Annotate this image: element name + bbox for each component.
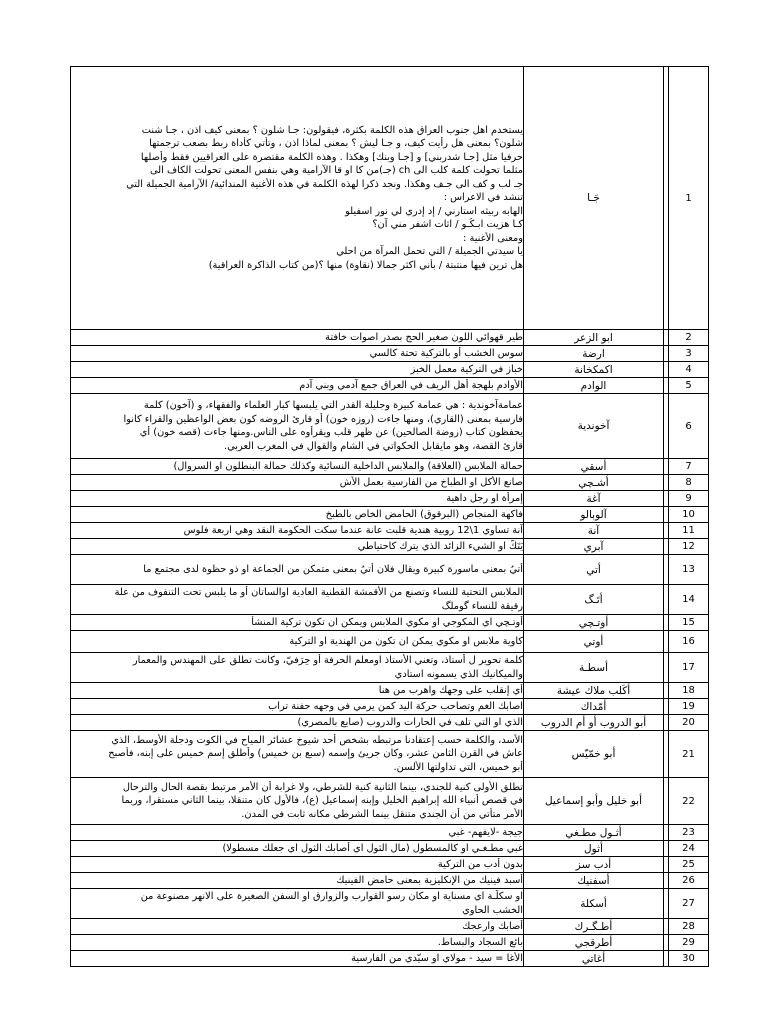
table-row: [71, 715, 709, 731]
definition-cell: [71, 699, 524, 715]
word-cell: أطـگـرك: [524, 919, 664, 935]
table-row: [71, 699, 709, 715]
word-cell: اكمكخانة: [524, 362, 664, 378]
definition-line: أتيُ بمعنى ماسورة كبيرة ويقال فلان أتيُ بمعنى متمكن من الجماعة او ذو حظوة لدى مجتمع ما: [143, 563, 523, 575]
row-number-cell: 14: [669, 585, 709, 615]
definition-cell: [71, 631, 524, 653]
definition-cell: [71, 507, 524, 523]
word-cell: جَـا: [524, 67, 664, 330]
definition-line: الأوادم بلهجة أهل الريف في العراق جمع آدمي وبني آدم: [299, 379, 523, 391]
table-row: [71, 585, 709, 615]
definition-line: كاوية ملابس او مكوي يمكن ان تكون من الهندية او التركية: [289, 635, 523, 647]
definition-line: اصابك الغم وتصاحب حركة اليد كمن يرمي في وجهه حفنة تراب: [268, 700, 523, 712]
definition-line: هل ترين فيها منتبتة / بأني اكثر جمالا (نقاوة) منها ؟(من كتاب الذاكرة العراقية): [208, 259, 523, 271]
definition-line: بدون أدب من التركية: [437, 858, 523, 870]
table-row: [71, 935, 709, 951]
definition-line: تطلق الأولى كنية للجندي، بينما الثانية كنية للشرطي، ولا غرابة أن الأمر مرتبط بقصة الحال والترحال: [122, 781, 523, 793]
word-cell: أتَـگ: [524, 585, 664, 615]
definition-cell: [71, 330, 524, 346]
word-cell: أسقي: [524, 459, 664, 475]
table-row: [71, 378, 709, 394]
table-row: [71, 523, 709, 539]
row-number-cell: 11: [669, 523, 709, 539]
definition-line: أبو خميس، التي تداولتها الألسن.: [393, 761, 523, 773]
row-number-cell: 7: [669, 459, 709, 475]
definition-line: مثلما تحولت كلمة كلب الى ch (جـ)من كا او قا الآرامية وهي بنفس المعنى تحولت الكاف الى: [150, 165, 523, 177]
row-number-cell: 21: [669, 731, 709, 778]
definition-line: بائع السجاد والبساط.: [437, 936, 523, 948]
word-cell: أسكلة: [524, 889, 664, 919]
word-cell: أثول: [524, 841, 664, 857]
row-number-cell: 28: [669, 919, 709, 935]
word-cell: أثـول مطـغي: [524, 825, 664, 841]
row-number-cell: 5: [669, 378, 709, 394]
row-number-cell: 2: [669, 330, 709, 346]
row-number-cell: 24: [669, 841, 709, 857]
word-cell: أدب سز: [524, 857, 664, 873]
definition-cell: [71, 935, 524, 951]
word-cell: آخوندية: [524, 394, 664, 459]
definition-line: جيجة -لايفهم- غبي: [448, 826, 523, 838]
row-number-cell: 25: [669, 857, 709, 873]
definition-cell: [71, 585, 524, 615]
word-cell: ارضة: [524, 346, 664, 362]
row-number-cell: 26: [669, 873, 709, 889]
definition-line: أسبد فينيك من الإنكليزية بمعنى حامض الفينيك: [336, 874, 523, 886]
table-row: [71, 394, 709, 459]
table-row: [71, 919, 709, 935]
definition-line: الذي او التي تلف في الحارات والدروب (صايع بالمصري): [297, 716, 523, 728]
definition-cell: [71, 951, 524, 967]
word-cell: أسطـة: [524, 653, 664, 683]
table-row: [71, 362, 709, 378]
definition-line: الهابه ربيثه استارني / إد إدري لي نور اسفيلو: [345, 205, 523, 217]
definition-cell: [71, 523, 524, 539]
definition-line: ومعنى الأغنية :: [463, 232, 523, 244]
definition-line: عمامةآخوندية : هي عمامة كبيرة وجليلة القدر التي يلبسها كبار العلماء والفقهاء، و (آخون) كلمة: [143, 400, 523, 411]
table-row: [71, 778, 709, 825]
definition-cell: [71, 491, 524, 507]
table-row: [71, 615, 709, 631]
definition-line: تنشد في الاعراس :: [443, 192, 523, 204]
row-number-cell: 13: [669, 555, 709, 585]
definition-cell: [71, 873, 524, 889]
definition-line: حمالة الملابس (العلاقة) والملابس الداخلية النسائية وكذلك حمالة البنطلون او السروال): [173, 460, 523, 472]
definition-cell: [71, 378, 524, 394]
row-number-cell: 1: [669, 67, 709, 330]
definition-line: الأغا = سيد - مولاي او سيّدي من الفارسية: [351, 952, 523, 964]
table-row: [71, 631, 709, 653]
row-number-cell: 4: [669, 362, 709, 378]
row-number-cell: 27: [669, 889, 709, 919]
word-cell: آبري: [524, 539, 664, 555]
definition-line: طير قهوائي اللون صغير الحج بصدر اصوات خافتة: [325, 331, 523, 343]
definition-cell: [71, 683, 524, 699]
word-cell: أتي: [524, 555, 664, 585]
word-cell: أوتـچي: [524, 615, 664, 631]
definition-cell: [71, 889, 524, 919]
definition-cell: [71, 615, 524, 631]
definition-line: في قصص أنبياء الله إبراهيم الخليل وإبنه إسماعيل (ع)، فالأول كان متنقلا، بينما الثاني مستقرا، وربما: [121, 795, 523, 807]
definition-cell: [71, 555, 524, 585]
table-row: [71, 555, 709, 585]
table-row: [71, 857, 709, 873]
word-cell: أمّداك: [524, 699, 664, 715]
row-number-cell: 12: [669, 539, 709, 555]
word-cell: آغة: [524, 491, 664, 507]
definition-cell: [71, 394, 524, 459]
word-cell: آلوبالو: [524, 507, 664, 523]
definition-line: يحفظون كتاب (روضة الصالحين) عن ظهر قلب ويقرأوه على الناس.ومنها جاءت (قصه خون) أي: [139, 427, 523, 438]
glossary-table: [70, 66, 709, 967]
row-number-cell: 29: [669, 935, 709, 951]
word-cell: آنة: [524, 523, 664, 539]
row-number-cell: 9: [669, 491, 709, 507]
definition-cell: [71, 67, 524, 330]
definition-line: عاش في القرن الثامن عشر، وكان جريئ وإسمه (سبع بن خميس) وأطلق إسم خميس على إبنه، فأصبح: [108, 748, 523, 760]
definition-line: آنة تساوي 1\12 روبية هندية قلبت عانة عندما سكت الحكومة النقد وهي اربعة فلوس: [183, 524, 523, 536]
table-row: [71, 731, 709, 778]
definition-cell: [71, 841, 524, 857]
table-row: [71, 825, 709, 841]
definition-line: يَتَكَّ او الشيء الزائد الذي يترك كاحتياطي: [357, 540, 523, 552]
definition-cell: [71, 825, 524, 841]
row-number-cell: 16: [669, 631, 709, 653]
definition-cell: [71, 731, 524, 778]
definition-line: صانع الأكل او الطباخ من الفارسية بعمل الأش: [339, 476, 523, 488]
word-cell: أبو الدروب أو أم الدروب: [524, 715, 664, 731]
row-number-cell: 23: [669, 825, 709, 841]
word-cell: أغاتي: [524, 951, 664, 967]
word-cell: أسفنيك: [524, 873, 664, 889]
table-row: [71, 841, 709, 857]
table-row: [71, 459, 709, 475]
definition-line: شلون؟ بمعنى هل رأيت كيف، و جـا ليش ؟ بمعنى لماذا اذن ، وتأتي كأداة ربط بصعب ترجمتها: [149, 138, 523, 150]
definition-line: أي إنقلب على وجهك واهرب من هنا: [378, 684, 523, 696]
definition-line: فاكهة المنجاص (البرقوق) الحامض الخاص بالطبخ: [325, 508, 523, 520]
definition-cell: [71, 715, 524, 731]
word-cell: أشـچي: [524, 475, 664, 491]
definition-line: يا سيدتي الجميلة / التي تحمل المرآة من احلي: [336, 246, 523, 258]
glossary-body: [71, 67, 709, 967]
table-row: [71, 889, 709, 919]
word-cell: ابو الزعر: [524, 330, 664, 346]
definition-cell: [71, 362, 524, 378]
row-number-cell: 30: [669, 951, 709, 967]
table-row: [71, 951, 709, 967]
table-row: [71, 539, 709, 555]
row-number-cell: 15: [669, 615, 709, 631]
row-number-cell: 19: [669, 699, 709, 715]
word-cell: أكَلب ملاك عيشة: [524, 683, 664, 699]
table-row: [71, 683, 709, 699]
definition-line: الأسد، والكلمة حسب إعتقادنا مرتبطه بشخص أحد شيوخ عشائر المياح في الكوت ودجلة الأوسط، الذي: [111, 734, 523, 746]
definition-cell: [71, 653, 524, 683]
table-row: [71, 491, 709, 507]
definition-line: او سكلّـة اي مسناية او مكان رسو القوارب والزوارق او السفن الصغيرة على الانهر مصنوعة من: [140, 891, 523, 902]
definition-line: كلمة تحوير ل أستاذ، وتعني الأستاذ اومعلم الحرفة أو حِرَفيّ، وكانت تطلق على المهندس والمعمار: [132, 655, 523, 666]
definition-line: الأمر متأتي من أن الجندي متنقل بينما الشرطي مكانه ثابت في المدن.: [241, 808, 523, 820]
row-number-cell: 10: [669, 507, 709, 523]
definition-cell: [71, 475, 524, 491]
row-number-cell: 18: [669, 683, 709, 699]
definition-line: حرفيا مثل [جـا شدربني] و [جـا وبنك] وهكذا . وهذه الكلمة مقتصرة على العراقيين فقط وأصلها: [140, 151, 523, 163]
definition-line: قارئ القصة، وهو مايقابل الحكواتي في الشام والقوال في المغرب العربي.: [224, 440, 523, 452]
table-row: [71, 67, 709, 330]
definition-cell: [71, 919, 524, 935]
definition-line: سوس الخشب أو بالتركية تحتة كالسي: [369, 347, 523, 359]
definition-line: خباز في التركية معمل الخبز: [410, 363, 523, 375]
definition-line: رقيقة للنساء گوملگ: [441, 600, 523, 612]
definition-line: كـا هزيت ابـكُـو / اثات اشفر مني آن؟: [372, 219, 523, 231]
definition-cell: [71, 346, 524, 362]
definition-line: غبي مطـغـي او كالمسطول (مال الثول اي أصابك الثول اي جعلك مسطولا): [222, 842, 523, 854]
row-number-cell: 6: [669, 394, 709, 459]
definition-line: الخشب الحاوي: [462, 904, 523, 916]
table-row: [71, 653, 709, 683]
definition-cell: [71, 857, 524, 873]
table-row: [71, 330, 709, 346]
definition-line: والميكانيك الذي يسمونه استادي: [394, 668, 523, 680]
definition-line: الملابس التحتية للنساء وتصنع من الأقمشة القطنية العادية اوالساتان أو ما يلبس تحت التنفوف من علة: [114, 587, 523, 598]
row-number-cell: 8: [669, 475, 709, 491]
table-row: [71, 507, 709, 523]
definition-line: يستخدم اهل جنوب العراق هذه الكلمة بكثرة، فيقولون: جـا شلون ؟ بمعنى كيف اذن ، جـا شنت: [141, 124, 523, 136]
word-cell: الوادم: [524, 378, 664, 394]
row-number-cell: 20: [669, 715, 709, 731]
definition-cell: [71, 778, 524, 825]
row-number-cell: 22: [669, 778, 709, 825]
table-row: [71, 873, 709, 889]
definition-cell: [71, 459, 524, 475]
word-cell: أوتي: [524, 631, 664, 653]
definition-line: جـ لب و كف الى جـف وهكذا. ونجد ذكرا لهذه الكلمة في هذه الأغنية المندائية/ الآرامية الجميلة التي: [126, 178, 523, 190]
definition-line: فارسية بمعنى (القاري)، ومنها جاءت (روزه خون) أو قارئ الروضه كون بعض الواعظين والقراء كانوا: [123, 413, 523, 425]
table-row: [71, 346, 709, 362]
word-cell: أبو خمّيّس: [524, 731, 664, 778]
definition-line: أوتـچي اي المكوجي او مكوي الملابس ويمكن ان تكون تركية المنشأ: [251, 616, 523, 628]
row-number-cell: 3: [669, 346, 709, 362]
word-cell: أطرقجي: [524, 935, 664, 951]
definition-line: أصابك وارعجك: [462, 920, 523, 932]
word-cell: أبو خليل وأبو إسماعيل: [524, 778, 664, 825]
definition-cell: [71, 539, 524, 555]
definition-line: إمرأة او رجل داهية: [446, 492, 523, 504]
row-number-cell: 17: [669, 653, 709, 683]
table-row: [71, 475, 709, 491]
